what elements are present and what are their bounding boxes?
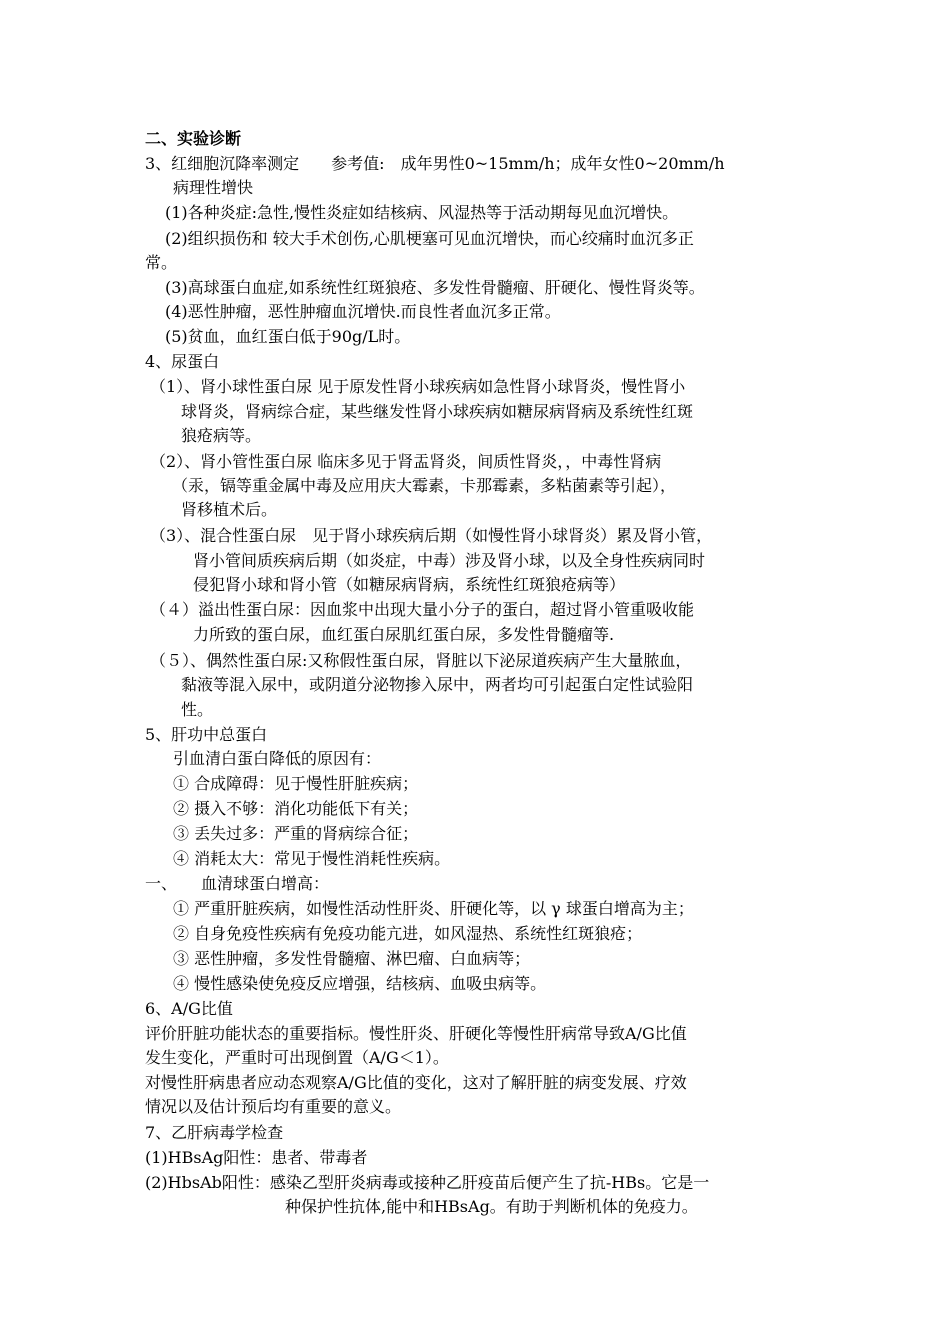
list-item-continuation: 肾小管间质疾病后期（如炎症，中毒）涉及肾小球，以及全身性疾病同时 [193,551,706,570]
list-item: ③ 丢失过多：严重的肾病综合征； [173,824,419,843]
list-item-continuation: 常。 [145,253,178,272]
section-5-subtitle: 引血清白蛋白降低的原因有： [173,749,382,768]
list-item: （５）、偶然性蛋白尿:又称假性蛋白尿，肾脏以下泌尿道疾病产生大量脓血， [150,651,692,670]
list-item: （3）、混合性蛋白尿 见于肾小球疾病后期（如慢性肾小球肾炎）累及肾小管， [150,526,713,545]
section-6-title: 6、A/G比值 [145,999,233,1018]
paragraph-line: 评价肝脏功能状态的重要指标。慢性肝炎、肝硬化等慢性肝病常导致A/G比值 [145,1024,687,1043]
list-item: (2)HbsAb阳性：感染乙型肝炎病毒或接种乙肝疫苗后便产生了抗-HBs。它是一 [145,1173,710,1192]
section-3-subtitle: 病理性增快 [173,178,254,197]
list-item-continuation: 狼疮病等。 [181,426,262,445]
list-item-continuation: （汞，镉等重金属中毒及应用庆大霉素，卡那霉素，多粘菌素等引起）， [172,476,677,495]
list-item: ① 严重肝脏疾病，如慢性活动性肝炎、肝硬化等，以 γ 球蛋白增高为主； [173,899,694,918]
list-item: （４）溢出性蛋白尿：因血浆中出现大量小分子的蛋白，超过肾小管重吸收能 [150,600,695,619]
list-item: ② 自身免疫性疾病有免疫功能亢进，如风湿热、系统性红斑狼疮； [173,924,643,943]
list-item-continuation: 性。 [181,700,214,719]
list-item: ④ 消耗太大：常见于慢性消耗性疾病。 [173,849,451,868]
list-item-continuation: 种保护性抗体,能中和HBsAg。有助于判断机体的免疫力。 [285,1197,698,1216]
section-3-title: 3、红细胞沉降率测定 参考值: 成年男性0~15mm/h；成年女性0~20mm/h [145,154,725,173]
list-item-continuation: 肾移植术后。 [181,500,278,519]
paragraph-line: 情况以及估计预后均有重要的意义。 [145,1097,402,1116]
list-item: (1)各种炎症:急性,慢性炎症如结核病、风湿热等于活动期每见血沉增快。 [165,203,679,222]
list-item: （2）、肾小管性蛋白尿 临床多见于肾盂肾炎，间质性肾炎，，中毒性肾病 [150,452,662,471]
list-item: (3)高球蛋白血症,如系统性红斑狼疮、多发性骨髓瘤、肝硬化、慢性肾炎等。 [165,278,705,297]
list-item-continuation: 力所致的蛋白尿，血红蛋白尿肌红蛋白尿，多发性骨髓瘤等. [193,625,615,644]
section-4-title: 4、尿蛋白 [145,352,220,371]
list-item-continuation: 黏液等混入尿中，或阴道分泌物掺入尿中，两者均可引起蛋白定性试验阳 [181,675,694,694]
subsection-title: 一、 血清球蛋白增高： [145,874,330,893]
list-item-continuation: 侵犯肾小球和肾小管（如糖尿病肾病，系统性红斑狼疮病等） [193,575,626,594]
list-item: （1）、肾小球性蛋白尿 见于原发性肾小球疾病如急性肾小球肾炎，慢性肾小 [150,377,686,396]
list-item: ① 合成障碍：见于慢性肝脏疾病； [173,774,419,793]
list-item-continuation: 球肾炎，肾病综合症，某些继发性肾小球疾病如糖尿病肾病及系统性红斑 [181,402,694,421]
paragraph-line: 发生变化，严重时可出现倒置（A/G＜1）。 [145,1048,449,1067]
list-item: ③ 恶性肿瘤，多发性骨髓瘤、淋巴瘤、白血病等； [173,949,531,968]
list-item: (5)贫血，血红蛋白低于90g/L时。 [165,327,411,346]
list-item: ② 摄入不够：消化功能低下有关； [173,799,419,818]
section-7-title: 7、乙肝病毒学检查 [145,1123,284,1142]
paragraph-line: 对慢性肝病患者应动态观察A/G比值的变化，这对了解肝脏的病变发展、疗效 [145,1073,687,1092]
section-5-title: 5、肝功中总蛋白 [145,725,268,744]
section-heading: 二、实验诊断 [145,129,242,148]
list-item: (4)恶性肿瘤，恶性肿瘤血沉增快.而良性者血沉多正常。 [165,302,561,321]
list-item: (1)HBsAg阳性：患者、带毒者 [145,1148,368,1167]
list-item: (2)组织损伤和 较大手术创伤,心肌梗塞可见血沉增快，而心绞痛时血沉多正 [165,229,694,248]
list-item: ④ 慢性感染使免疫反应增强，结核病、血吸虫病等。 [173,974,547,993]
